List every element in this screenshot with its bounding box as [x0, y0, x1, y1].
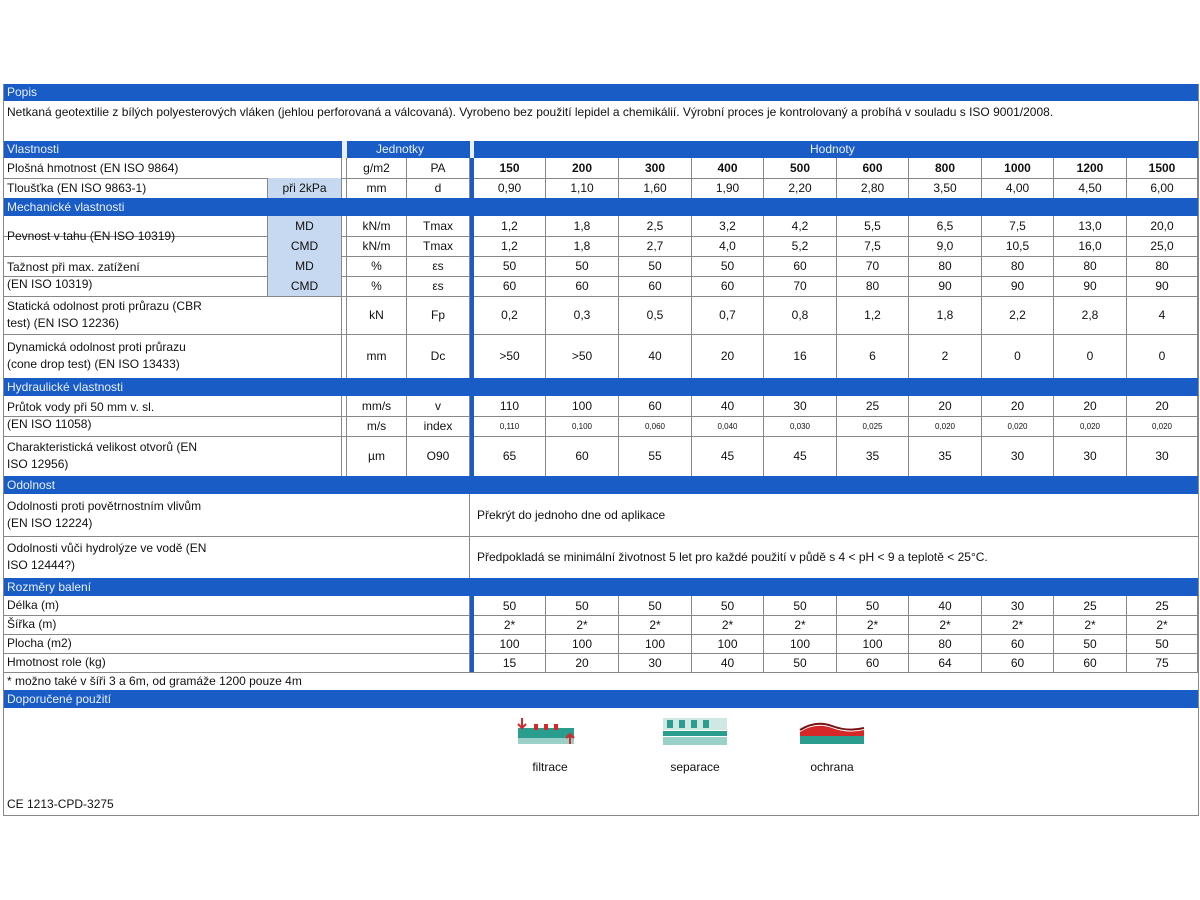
value-cell: 1,8 — [546, 236, 619, 256]
resistance-text: Předpokladá se minimální životnost 5 let pro každé použití v půdě s 4 < pH < 9 a teplotě < 25°C. — [477, 549, 988, 564]
value-cell: 60 — [982, 653, 1054, 672]
value-cell: 64 — [909, 653, 982, 672]
value-cell: 2,2 — [982, 296, 1054, 334]
value-cell: 1,2 — [837, 296, 909, 334]
datasheet-table — [3, 84, 1199, 816]
value-cell: 60 — [837, 653, 909, 672]
table-row — [4, 615, 1198, 635]
section-title: Rozměry balení — [7, 580, 92, 594]
value-cell: 2* — [1127, 615, 1198, 634]
property-label — [4, 634, 470, 653]
property-label-line: ISO 12956) — [7, 457, 69, 471]
value-cell: 1,10 — [546, 178, 619, 198]
value-cell: 80 — [837, 276, 909, 296]
value-cell: 30 — [619, 653, 692, 672]
value-cell: 2,5 — [619, 216, 692, 236]
value-cell: 1,2 — [474, 236, 546, 256]
value-cell: 20 — [1127, 396, 1198, 416]
value-cell: 55 — [619, 436, 692, 476]
value-cell: 4,50 — [1054, 178, 1127, 198]
value-cell: 70 — [837, 256, 909, 276]
property-label — [4, 158, 342, 178]
value-cell: 40 — [692, 396, 764, 416]
value-cell: 0,2 — [474, 296, 546, 334]
value-cell: 0,8 — [764, 296, 837, 334]
condition-cell: při 2kPa — [268, 178, 342, 198]
value-cell: 0,110 — [474, 416, 546, 436]
symbol-cell: εs — [407, 256, 470, 276]
value-cell: 0,3 — [546, 296, 619, 334]
property-label-line: Délka (m) — [7, 598, 60, 612]
property-label-line: Plocha (m2) — [7, 636, 72, 650]
value-cell: 6,00 — [1127, 178, 1198, 198]
value-cell: 0 — [1054, 334, 1127, 378]
value-cell: 15 — [474, 653, 546, 672]
value-cell: 0 — [1127, 334, 1198, 378]
value-cell: 60 — [619, 276, 692, 296]
value-cell: 10,5 — [982, 236, 1054, 256]
value-cell: 0,020 — [909, 416, 982, 436]
value-cell: 13,0 — [1054, 216, 1127, 236]
value-cell: 16 — [764, 334, 837, 378]
value-cell: 2* — [619, 615, 692, 634]
value-cell: 600 — [837, 158, 909, 178]
value-cell: 2* — [982, 615, 1054, 634]
unit-cell: kN — [347, 296, 407, 334]
value-cell: 35 — [909, 436, 982, 476]
table-row — [4, 296, 1198, 335]
value-cell: 20 — [546, 653, 619, 672]
separace-icon — [659, 714, 731, 750]
property-label-line: Charakteristická velikost otvorů (EN — [7, 440, 198, 454]
value-cell: 100 — [546, 634, 619, 653]
value-cell: 200 — [546, 158, 619, 178]
symbol-cell: index — [407, 416, 470, 436]
table-row — [4, 158, 1198, 179]
value-cell: 25 — [837, 396, 909, 416]
property-label-line: ISO 12444?) — [7, 558, 76, 572]
value-cell: 90 — [1127, 276, 1198, 296]
property-label-line: Pevnost v tahu (EN ISO 10319) — [7, 228, 176, 243]
value-cell: 400 — [692, 158, 764, 178]
value-cell: 2* — [764, 615, 837, 634]
ce-mark-text: CE 1213-CPD-3275 — [7, 797, 114, 811]
property-label-line: (cone drop test) (EN ISO 13433) — [7, 357, 180, 371]
value-cell: 3,2 — [692, 216, 764, 236]
value-cell: 100 — [692, 634, 764, 653]
value-cell: 2 — [909, 334, 982, 378]
value-cell: 2* — [909, 615, 982, 634]
separace-icon-group — [659, 714, 731, 774]
value-cell: 0,040 — [692, 416, 764, 436]
unit-cell: m/s — [347, 416, 407, 436]
value-cell: 80 — [1127, 256, 1198, 276]
property-label-line: Odolnosti vůči hydrolýze ve vodě (EN — [7, 541, 207, 555]
section-resistance — [4, 476, 1198, 494]
property-label — [4, 494, 470, 536]
value-cell: 90 — [909, 276, 982, 296]
value-cell: 35 — [837, 436, 909, 476]
value-cell: 4,2 — [764, 216, 837, 236]
value-cell: 50 — [1127, 634, 1198, 653]
section-title: Mechanické vlastnosti — [7, 200, 125, 214]
property-label — [4, 596, 470, 615]
property-label — [4, 296, 342, 334]
property-label — [4, 216, 268, 256]
unit-cell: mm — [347, 178, 407, 198]
symbol-cell: Tmax — [407, 216, 470, 236]
value-cell: 50 — [546, 256, 619, 276]
value-cell: 100 — [619, 634, 692, 653]
jednotky-header: Jednotky — [376, 142, 425, 156]
value-cell: 40 — [619, 334, 692, 378]
property-label — [4, 436, 342, 476]
unit-cell: % — [347, 276, 407, 296]
value-cell: 7,5 — [982, 216, 1054, 236]
value-cell: 0,5 — [619, 296, 692, 334]
property-label-line: Statická odolnost proti průrazu (CBR — [7, 299, 202, 313]
property-label — [4, 615, 470, 634]
value-cell: 45 — [764, 436, 837, 476]
table-row — [4, 178, 1198, 199]
value-cell: 60 — [1054, 653, 1127, 672]
value-cell: 50 — [692, 596, 764, 615]
value-cell: 150 — [474, 158, 546, 178]
value-cell: 100 — [764, 634, 837, 653]
property-label-line: (EN ISO 10319) — [7, 277, 93, 291]
value-cell: 60 — [474, 276, 546, 296]
value-cell: >50 — [546, 334, 619, 378]
value-cell: 80 — [909, 256, 982, 276]
value-cell: 70 — [764, 276, 837, 296]
property-label-line: test) (EN ISO 12236) — [7, 316, 120, 330]
symbol-cell: O90 — [407, 436, 470, 476]
footnote: * možno také v šíři 3 a 6m, od gramáže 1200 pouze 4m — [7, 673, 302, 688]
value-cell: 40 — [909, 596, 982, 615]
value-cell: 50 — [619, 596, 692, 615]
value-cell: 60 — [546, 276, 619, 296]
section-packaging — [4, 578, 1198, 596]
value-cell: 1,60 — [619, 178, 692, 198]
section-title: Hydraulické vlastnosti — [7, 380, 124, 394]
value-cell: 50 — [474, 596, 546, 615]
value-cell: 100 — [474, 634, 546, 653]
cmd-cell: CMD — [268, 276, 342, 296]
value-cell: 50 — [764, 596, 837, 615]
value-cell: 0,020 — [982, 416, 1054, 436]
value-cell: >50 — [474, 334, 546, 378]
value-cell: 50 — [619, 256, 692, 276]
table-row — [4, 653, 1198, 673]
ochrana-icon-group — [796, 714, 868, 774]
symbol-cell: Dc — [407, 334, 470, 378]
vlastnosti-header: Vlastnosti — [7, 142, 60, 156]
value-cell: 0,030 — [764, 416, 837, 436]
value-cell: 0,100 — [546, 416, 619, 436]
value-cell: 2* — [837, 615, 909, 634]
section-title: Odolnost — [7, 478, 56, 492]
value-cell: 50 — [546, 596, 619, 615]
section-recommended — [4, 690, 1198, 708]
value-cell: 5,5 — [837, 216, 909, 236]
property-label — [4, 396, 342, 436]
value-cell: 60 — [546, 436, 619, 476]
value-cell: 300 — [619, 158, 692, 178]
symbol-cell: v — [407, 396, 470, 416]
unit-cell: µm — [347, 436, 407, 476]
value-cell: 90 — [1054, 276, 1127, 296]
value-cell: 50 — [1054, 634, 1127, 653]
value-cell: 1,2 — [474, 216, 546, 236]
property-label-line: Odolnosti proti povětrnostním vlivům — [7, 499, 202, 513]
property-label — [4, 536, 470, 578]
value-cell: 25 — [1127, 596, 1198, 615]
value-cell: 0 — [982, 334, 1054, 378]
property-label — [4, 653, 470, 672]
property-label-line: (EN ISO 12224) — [7, 516, 93, 530]
filtrace-icon — [514, 714, 586, 750]
property-label-line: (EN ISO 11058) — [7, 417, 92, 431]
symbol-cell: Fp — [407, 296, 470, 334]
value-cell: 65 — [474, 436, 546, 476]
value-cell: 2* — [1054, 615, 1127, 634]
use-label: ochrana — [810, 760, 854, 774]
value-cell: 4,00 — [982, 178, 1054, 198]
value-cell: 2* — [692, 615, 764, 634]
property-label — [4, 334, 342, 378]
value-cell: 800 — [909, 158, 982, 178]
recommended-use-row — [4, 708, 1198, 815]
value-cell: 25,0 — [1127, 236, 1198, 256]
property-label-line: Tloušťka (EN ISO 9863-1) — [7, 180, 147, 195]
table-row — [4, 396, 1198, 436]
property-label-line: Dynamická odolnost proti průrazu — [7, 340, 186, 354]
section-title: Popis — [7, 85, 38, 99]
value-cell: 7,5 — [837, 236, 909, 256]
value-cell: 20 — [692, 334, 764, 378]
use-label: separace — [670, 760, 720, 774]
value-cell: 80 — [909, 634, 982, 653]
value-cell: 20,0 — [1127, 216, 1198, 236]
symbol-cell: Tmax — [407, 236, 470, 256]
unit-cell: kN/m — [347, 236, 407, 256]
value-cell: 2,7 — [619, 236, 692, 256]
table-row — [4, 334, 1198, 379]
use-label: filtrace — [532, 760, 568, 774]
md-cell: MD — [268, 256, 342, 276]
value-cell: 4,0 — [692, 236, 764, 256]
value-cell: 4 — [1127, 296, 1198, 334]
section-popis — [4, 84, 1198, 101]
value-cell: 6 — [837, 334, 909, 378]
value-cell: 45 — [692, 436, 764, 476]
unit-cell: % — [347, 256, 407, 276]
value-cell: 2* — [474, 615, 546, 634]
section-title: Doporučené použití — [7, 692, 112, 706]
value-cell: 1,90 — [692, 178, 764, 198]
value-cell: 0,020 — [1054, 416, 1127, 436]
symbol-cell: d — [407, 178, 470, 198]
value-cell: 30 — [764, 396, 837, 416]
value-cell: 2,80 — [837, 178, 909, 198]
value-cell: 30 — [1054, 436, 1127, 476]
description-row — [4, 101, 1198, 142]
table-row — [4, 596, 1198, 616]
value-cell: 50 — [837, 596, 909, 615]
value-cell: 9,0 — [909, 236, 982, 256]
value-cell: 2,8 — [1054, 296, 1127, 334]
section-mechanical — [4, 198, 1198, 216]
value-cell: 50 — [764, 653, 837, 672]
value-cell: 0,060 — [619, 416, 692, 436]
unit-cell: mm/s — [347, 396, 407, 416]
property-label-line: Průtok vody při 50 mm v. sl. — [7, 400, 155, 414]
property-label — [4, 178, 268, 198]
property-label-line: Hmotnost role (kg) — [7, 655, 106, 669]
value-cell: 60 — [619, 396, 692, 416]
value-cell: 16,0 — [1054, 236, 1127, 256]
value-cell: 0,7 — [692, 296, 764, 334]
value-cell: 1,8 — [546, 216, 619, 236]
description-text: Netkaná geotextilie z bílých polyesterových vláken (jehlou perforovaná a válcovaná). Vyrobeno bez použití lepidel a chemikálií. Výrobní proces je kontrolovaný a probíhá v souladu s ISO 9001/2008. — [7, 105, 1054, 119]
section-hydraulic — [4, 378, 1198, 396]
resistance-text: Překrýt do jednoho dne od aplikace — [477, 507, 666, 522]
md-cell: MD — [268, 216, 342, 236]
value-cell: 5,2 — [764, 236, 837, 256]
value-cell: 25 — [1054, 596, 1127, 615]
filtrace-icon-group — [514, 714, 586, 774]
value-cell: 75 — [1127, 653, 1198, 672]
ochrana-icon — [796, 714, 868, 750]
property-label-line: Šířka (m) — [7, 617, 57, 631]
value-cell: 6,5 — [909, 216, 982, 236]
value-cell: 20 — [1054, 396, 1127, 416]
value-cell: 20 — [909, 396, 982, 416]
value-cell: 1000 — [982, 158, 1054, 178]
value-cell: 50 — [474, 256, 546, 276]
table-row — [4, 536, 1198, 579]
value-cell: 60 — [764, 256, 837, 276]
symbol-cell: PA — [407, 158, 470, 178]
unit-cell: kN/m — [347, 216, 407, 236]
value-cell: 40 — [692, 653, 764, 672]
value-cell: 0,90 — [474, 178, 546, 198]
unit-cell: mm — [347, 334, 407, 378]
value-cell: 3,50 — [909, 178, 982, 198]
header-band — [4, 141, 1198, 158]
value-cell: 80 — [1054, 256, 1127, 276]
table-row — [4, 672, 1198, 690]
value-cell: 500 — [764, 158, 837, 178]
unit-cell: g/m2 — [347, 158, 407, 178]
value-cell: 100 — [546, 396, 619, 416]
value-cell: 20 — [982, 396, 1054, 416]
value-cell: 1500 — [1127, 158, 1198, 178]
property-label — [4, 256, 268, 296]
property-label-line: Plošná hmotnost (EN ISO 9864) — [7, 160, 179, 175]
value-cell: 30 — [1127, 436, 1198, 476]
value-cell: 0,025 — [837, 416, 909, 436]
value-cell: 50 — [692, 256, 764, 276]
value-cell: 30 — [982, 436, 1054, 476]
value-cell: 60 — [692, 276, 764, 296]
table-row — [4, 634, 1198, 654]
table-row — [4, 256, 1198, 296]
value-cell: 90 — [982, 276, 1054, 296]
value-cell: 2,20 — [764, 178, 837, 198]
symbol-cell: εs — [407, 276, 470, 296]
cmd-cell: CMD — [268, 236, 342, 256]
table-row — [4, 436, 1198, 477]
table-row — [4, 494, 1198, 537]
value-cell: 110 — [474, 396, 546, 416]
hodnoty-header: Hodnoty — [810, 142, 855, 156]
value-cell: 30 — [982, 596, 1054, 615]
value-cell: 0,020 — [1127, 416, 1198, 436]
value-cell: 2* — [546, 615, 619, 634]
value-cell: 80 — [982, 256, 1054, 276]
value-cell: 60 — [982, 634, 1054, 653]
value-cell: 1,8 — [909, 296, 982, 334]
value-cell: 1200 — [1054, 158, 1127, 178]
table-row — [4, 216, 1198, 256]
value-cell: 100 — [837, 634, 909, 653]
property-label-line: Tažnost při max. zatížení — [7, 260, 140, 274]
